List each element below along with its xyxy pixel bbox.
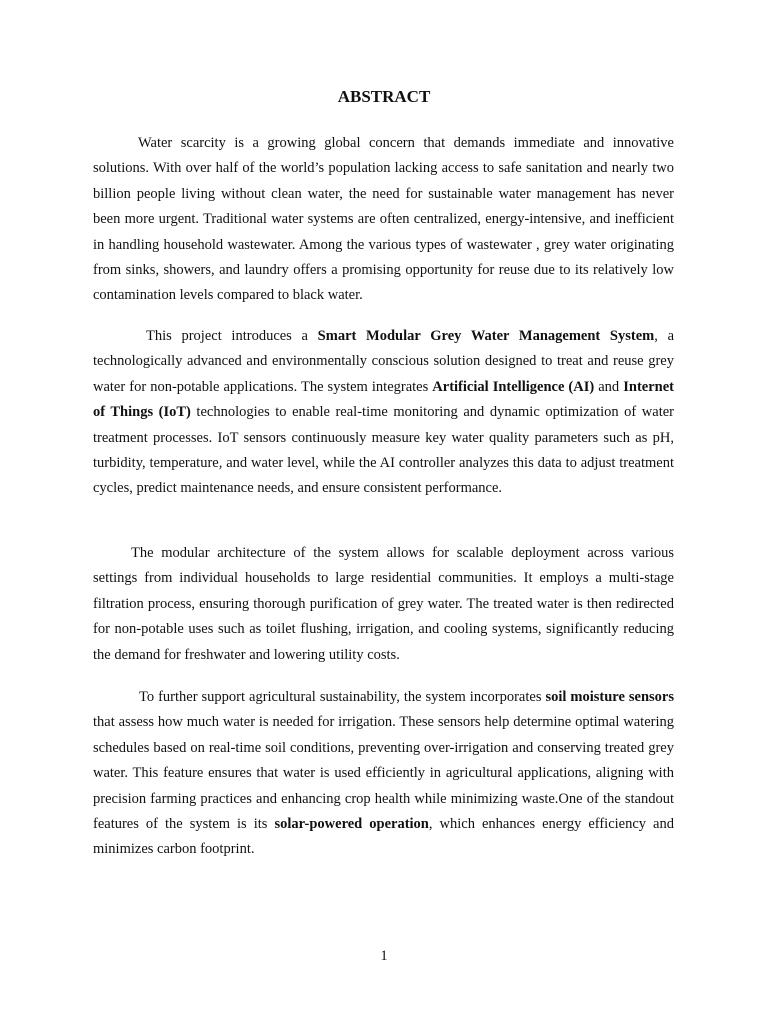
paragraph-4: [93, 685, 674, 863]
bold-term-soil-moisture-sensors: soil moisture sensors: [545, 689, 674, 705]
paragraph-text: and: [594, 378, 624, 395]
paragraph-text: This project introduces a: [146, 328, 318, 344]
bold-term-ai: Artificial Intelligence (AI): [432, 378, 595, 395]
paragraph-text: technologies to enable real-time monitoring and dynamic optimization of water treatment processes. IoT sensors continuously measure key water quality parameters such as pH, turbidity, temperature, and water level, while the AI controller analyzes this data to adjust treatment cycles, predict maintenance needs, and ensure consistent performance.: [93, 404, 675, 497]
bold-term-system-name: Smart Modular Grey Water Management System: [317, 328, 655, 344]
bold-term-solar-powered-operation: solar-powered operation: [274, 816, 429, 833]
page-number: 1: [380, 948, 388, 964]
paragraph-1: [93, 131, 674, 309]
paragraph-text: To further support agricultural sustainability, the system incorporates: [139, 689, 546, 705]
bold-term-iot: Internet of Things (IoT): [93, 378, 674, 421]
paragraph-3: [93, 541, 674, 668]
paragraph-text: Water scarcity is a growing global concern that demands immediate and innovative solutions. With over half of the world’s population lacking access to safe sanitation and nearly two billion people living without clean water, the need for sustainable water management has never been more urgent. Traditional water systems are often centralized, energy-intensive, and inefficient in handling household wastewater. Among the various types of wastewater , grey water originating from sinks, showers, and laundry offers a promising opportunity for reuse due to its relatively low contamination levels compared to black water.: [93, 135, 674, 304]
paragraph-text: The modular architecture of the system allows for scalable deployment across various settings from individual households to large residential communities. It employs a multi-stage filtration process, ensuring thorough purification of grey water. The treated water is then redirected for non-potable uses such as toilet flushing, irrigation, and cooling systems, significantly reducing the demand for freshwater and lowering utility costs.: [93, 545, 674, 663]
paragraph-2: [93, 324, 674, 502]
paragraph-text: that assess how much water is needed for irrigation. These sensors help determine optimal watering schedules based on real-time soil conditions, preventing over-irrigation and conserving treated grey water. This feature ensures that water is used efficiently in agricultural applications, aligning with precision farming practices and enhancing crop health while minimizing waste.One of the standout features of the system is its: [93, 714, 674, 833]
paragraph-text: , a technologically advanced and environmentally conscious solution designed to treat and reuse grey water for non-potable applications. The system integrates: [93, 328, 675, 395]
page-title: ABSTRACT: [337, 87, 431, 106]
paragraph-text: , which enhances energy efficiency and minimizes carbon footprint.: [93, 816, 674, 858]
